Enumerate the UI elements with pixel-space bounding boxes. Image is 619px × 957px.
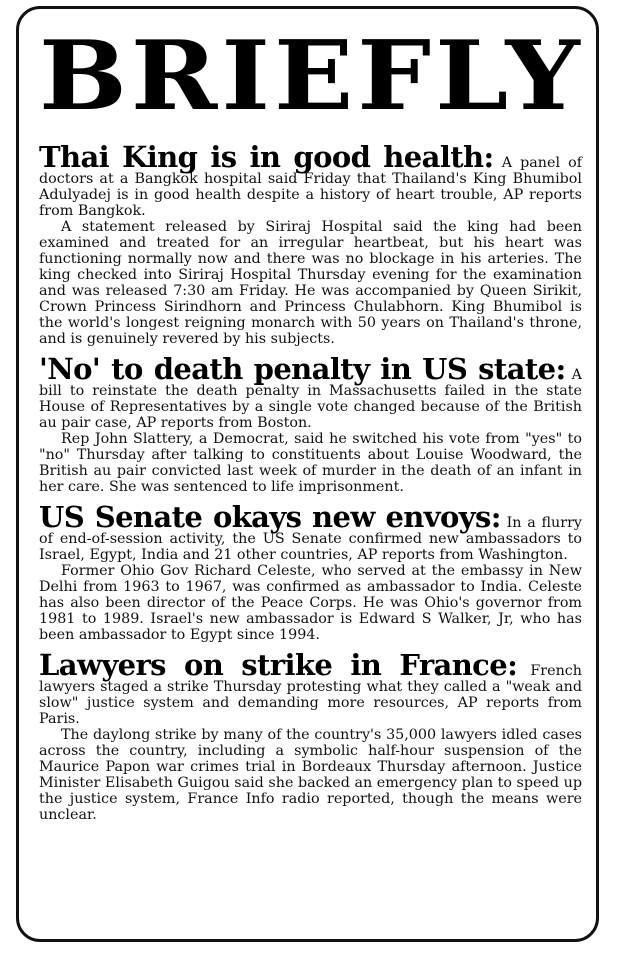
masthead-title: BRIEFLY [39,18,584,133]
article-headline: US Senate okays new envoys: [39,500,501,534]
article-lead-text: In a flurry of end-of-session activity, the US Senate confirmed new ambassadors to Israel, Egypt, India and 21 other countries, AP reports from Washington. [39,515,582,563]
article-headline: 'No' to death penalty in US state: [39,352,566,386]
article-death-penalty [39,352,582,495]
article-thai-king [39,140,582,347]
article-body: Rep John Slattery, a Democrat, said he switched his vote from "yes" to "no" Thursday after talking to constituents about Louise Woodward, the British au pair convicted last week of murder in the death of an infant in her care. She was sentenced to life imprisonment. [39,431,582,495]
article-lead-paragraph [39,352,582,431]
article-lead-paragraph [39,648,582,727]
article-body: A statement released by Siriraj Hospital said the king had been examined and treated for an irregular heartbeat, but his heart was functioning normally now and there was no blockage in his arteries. The king checked into Siriraj Hospital Thursday evening for the examination and was released 7:30 am Friday. He was accompanied by Queen Sirikit, Crown Princess Sirindhorn and Princess Chulabhorn. King Bhumibol is the world's longest reigning monarch with 50 years on Thailand's throne, and is genuinely revered by his subjects. [39,219,582,347]
article-lead-text: French lawyers staged a strike Thursday protesting what they called a "weak and slow" justice system and demanding more resources, AP reports from Paris. [39,663,582,727]
articles-list [39,140,582,823]
article-body: Former Ohio Gov Richard Celeste, who served at the embassy in New Delhi from 1963 to 1967, was confirmed as ambassador to India. Celeste has also been director of the Peace Corps. He was Ohio's governor from 1981 to 1989. Israel's new ambassador is Edward S Walker, Jr, who has been ambassador to Egypt since 1994. [39,563,582,643]
article-lawyers-strike [39,648,582,823]
article-headline: Thai King is in good health: [39,140,494,174]
article-lead-paragraph [39,140,582,219]
article-lead-text: A panel of doctors at a Bangkok hospital said Friday that Thailand's King Bhumibol Adulyadej is in good health despite a history of heart trouble, AP reports from Bangkok. [39,155,582,219]
article-senate-envoys [39,500,582,643]
article-body: The daylong strike by many of the country's 35,000 lawyers idled cases across the country, including a symbolic half-hour suspension of the Maurice Papon war crimes trial in Bordeaux Thursday afternoon. Justice Minister Elisabeth Guigou said she backed an emergency plan to speed up the justice system, France Info radio reported, though the means were unclear. [39,727,582,823]
article-lead-paragraph [39,500,582,563]
article-lead-text: A bill to reinstate the death penalty in Massachusetts failed in the state House of Representatives by a single vote changed because of the British au pair case, AP reports from Boston. [39,367,582,431]
article-headline: Lawyers on strike in France: [39,648,518,682]
briefly-box [16,6,599,942]
